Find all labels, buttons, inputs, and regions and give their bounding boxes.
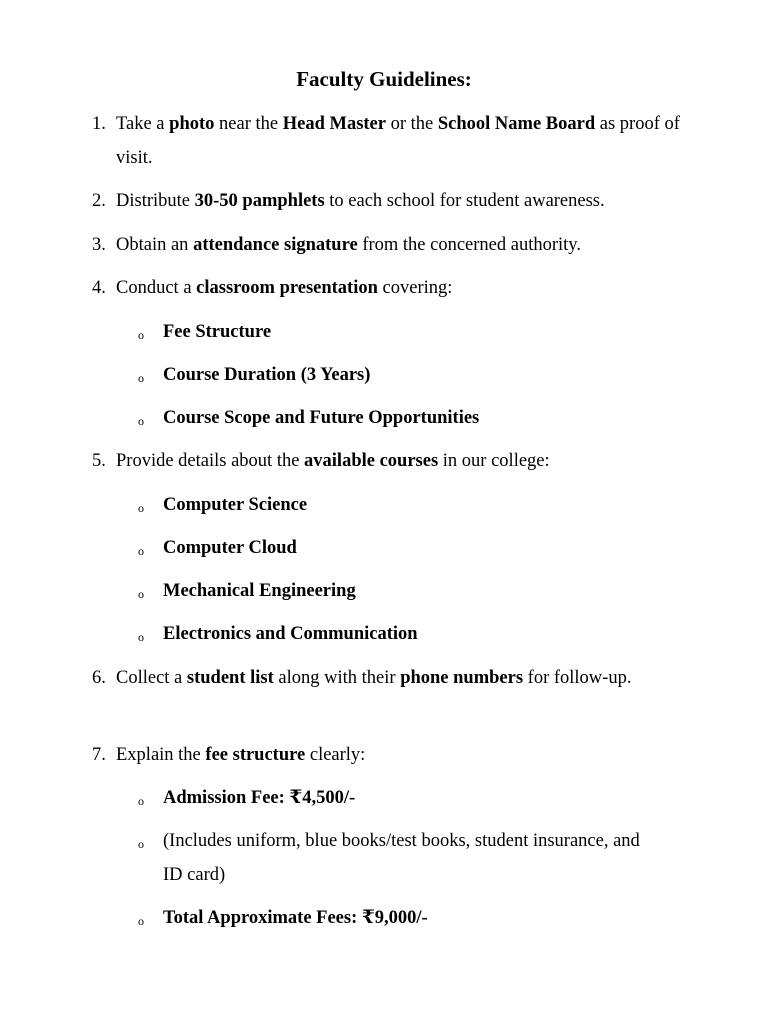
- bullet-icon: o: [138, 630, 144, 644]
- bullet-icon: o: [138, 544, 144, 558]
- sub-item: [138, 401, 678, 435]
- sub-item: [138, 617, 678, 651]
- list-item-photo: [92, 107, 682, 175]
- sub-item: [138, 315, 678, 349]
- sub-item-text: Computer Cloud: [163, 538, 297, 558]
- sub-item-text: Mechanical Engineering: [163, 581, 356, 601]
- sub-item-text: Total Approximate Fees: ₹9,000/-: [163, 908, 428, 928]
- bullet-icon: o: [138, 328, 144, 342]
- item-text: Obtain an attendance signature from the concerned authority.: [116, 235, 581, 255]
- sub-item: [138, 781, 678, 815]
- item-text: Conduct a classroom presentation covering:: [116, 278, 453, 298]
- bullet-icon: o: [138, 501, 144, 515]
- sub-item: [138, 488, 678, 522]
- item-text: Provide details about the available courses in our college:: [116, 451, 550, 471]
- sub-item-text: (Includes uniform, blue books/test books, student insurance, and ID card): [163, 831, 640, 885]
- item-number: 4.: [92, 278, 106, 298]
- item-text: Take a photo near the Head Master or the School Name Board as proof of visit.: [116, 114, 680, 168]
- item-number: 5.: [92, 451, 106, 471]
- bullet-icon: o: [138, 837, 144, 851]
- item-number: 2.: [92, 191, 106, 211]
- item-number: 7.: [92, 745, 106, 765]
- sub-item: [138, 531, 678, 565]
- list-item-courses: [92, 444, 682, 478]
- sub-item-text: Computer Science: [163, 495, 308, 515]
- bullet-icon: o: [138, 414, 144, 428]
- list-item-pamphlets: [92, 184, 682, 218]
- item-number: 3.: [92, 235, 106, 255]
- page-title: Faculty Guidelines:: [296, 67, 472, 91]
- bullet-icon: o: [138, 914, 144, 928]
- bullet-icon: o: [138, 587, 144, 601]
- item-number: 1.: [92, 114, 106, 134]
- sub-item-text: Admission Fee: ₹4,500/-: [163, 788, 356, 808]
- sub-item-text: Electronics and Communication: [163, 624, 418, 644]
- item-text: Distribute 30-50 pamphlets to each school for student awareness.: [116, 191, 605, 211]
- sub-item-text: Course Duration (3 Years): [163, 365, 371, 385]
- list-item-fee-structure: [92, 738, 682, 772]
- list-item-attendance: [92, 228, 682, 262]
- item-text: Collect a student list along with their phone numbers for follow-up.: [116, 668, 632, 688]
- item-text: Explain the fee structure clearly:: [116, 745, 366, 765]
- item-number: 6.: [92, 668, 106, 688]
- list-item-student-list: [92, 661, 682, 695]
- sub-item: [138, 358, 678, 392]
- bullet-icon: o: [138, 794, 144, 808]
- sub-item: [138, 824, 658, 892]
- sub-item-text: Fee Structure: [163, 322, 272, 342]
- sub-item-text: Course Scope and Future Opportunities: [163, 408, 480, 428]
- bullet-icon: o: [138, 371, 144, 385]
- sub-item: [138, 901, 678, 935]
- list-item-presentation: [92, 271, 682, 305]
- sub-item: [138, 574, 678, 608]
